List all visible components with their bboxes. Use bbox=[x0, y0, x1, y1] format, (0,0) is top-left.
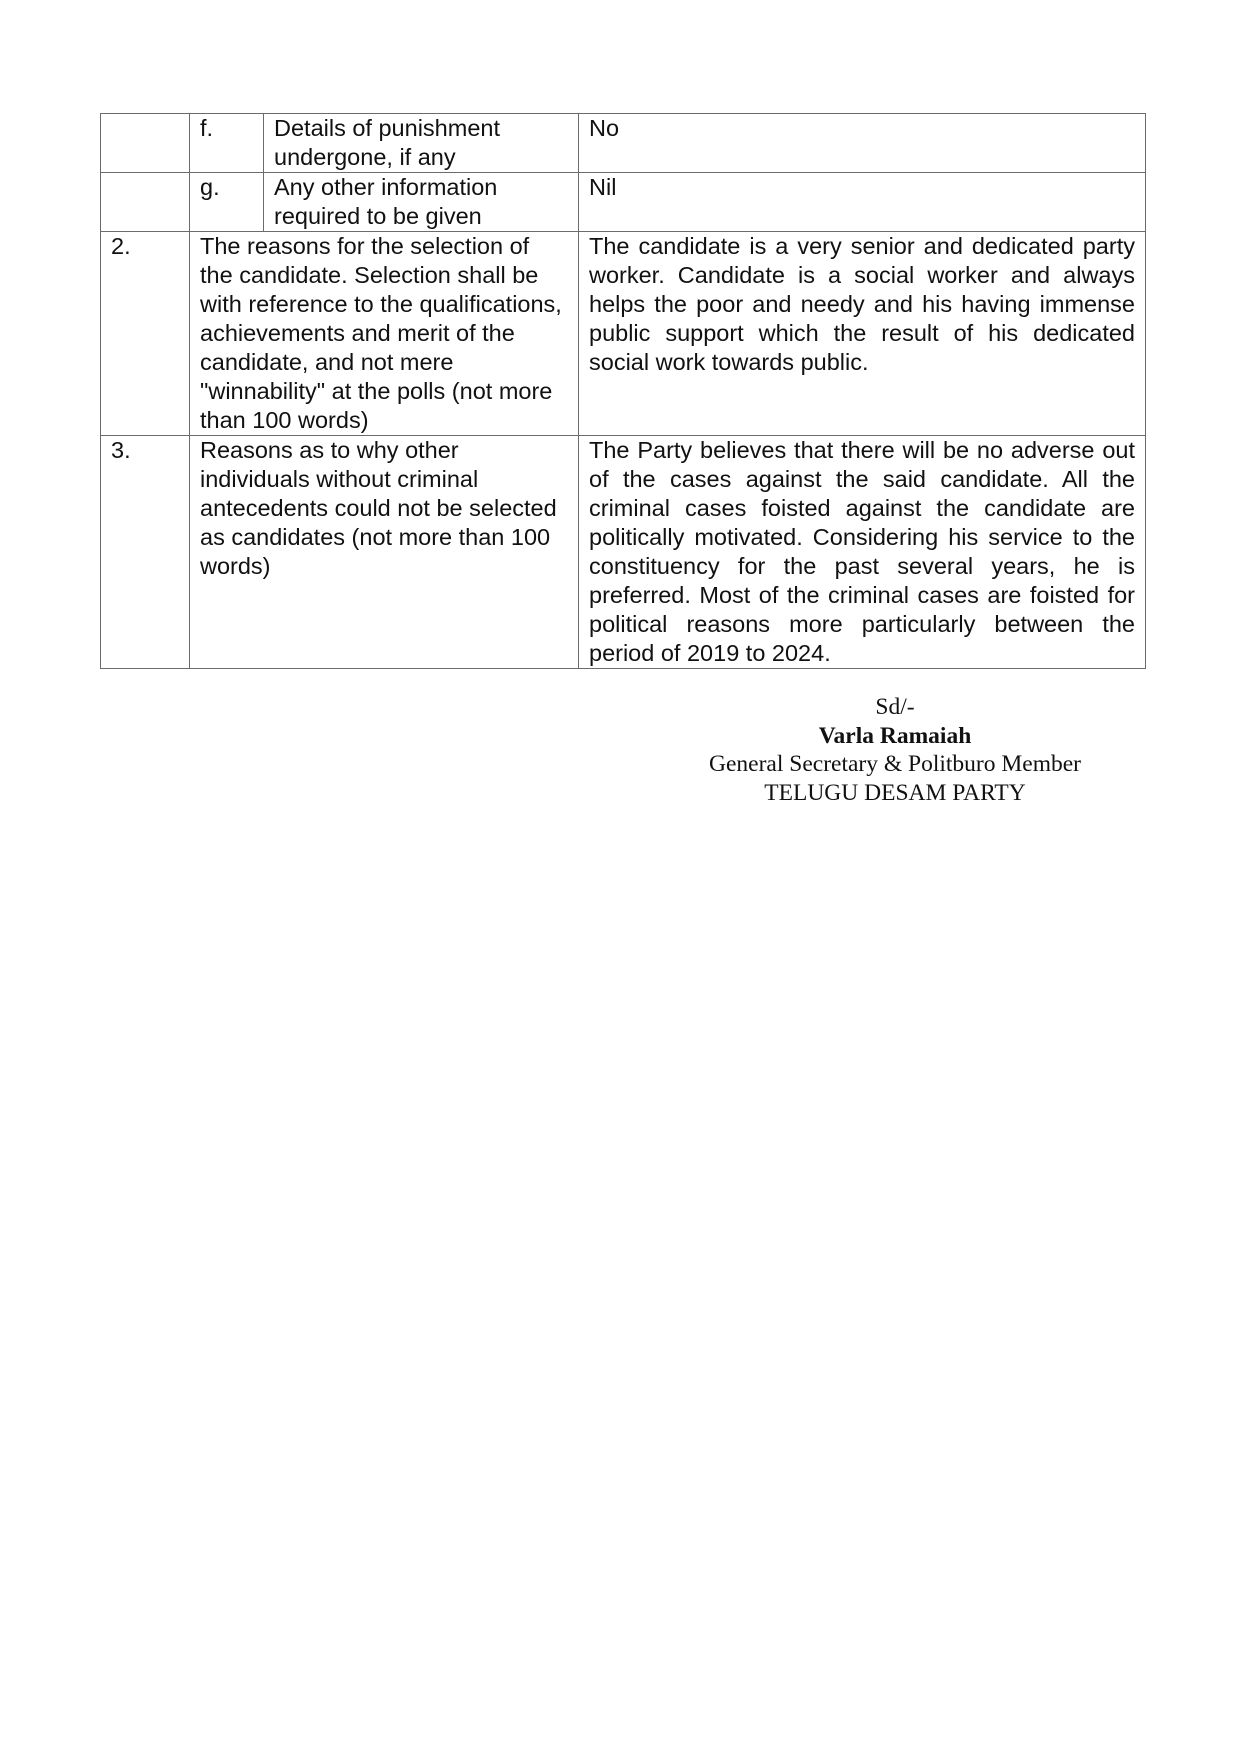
question-cell: Details of punishment undergone, if any bbox=[264, 114, 579, 173]
disclosure-table bbox=[100, 113, 1146, 669]
question-cell: The reasons for the selection of the candidate. Selection shall be with reference to the qualifications, achievements and merit of the candidate, and not mere "winnability" at the polls (not more than 100 words) bbox=[190, 232, 579, 436]
signatory-name: Varla Ramaiah bbox=[818, 722, 972, 749]
signature-block bbox=[640, 693, 1150, 807]
question-cell: Reasons as to why other individuals without criminal antecedents could not be selected as candidates (not more than 100 words) bbox=[190, 436, 579, 669]
row-number: 2. bbox=[101, 232, 190, 436]
row-number: 3. bbox=[101, 436, 190, 669]
table-row-3 bbox=[101, 436, 1146, 669]
table-row-f bbox=[101, 114, 1146, 173]
question-cell: Any other information required to be given bbox=[264, 173, 579, 232]
sub-label: f. bbox=[190, 114, 264, 173]
sub-label: g. bbox=[190, 173, 264, 232]
signatory-designation: General Secretary & Politburo Member bbox=[709, 751, 1081, 777]
answer-cell: Nil bbox=[579, 173, 1146, 232]
row-number bbox=[101, 173, 190, 232]
answer-cell: The candidate is a very senior and dedicated party worker. Candidate is a social worker and always helps the poor and needy and his having immense public support which the result of his dedicated social work towards public. bbox=[579, 232, 1146, 436]
table-row-2 bbox=[101, 232, 1146, 436]
row-number bbox=[101, 114, 190, 173]
answer-cell: The Party believes that there will be no adverse out of the cases against the said candidate. All the criminal cases foisted against the candidate are politically motivated. Considering his service to the constituency for the past several years, he is preferred. Most of the criminal cases are foisted for political reasons more particularly between the period of 2019 to 2024. bbox=[579, 436, 1146, 669]
organization-name: TELUGU DESAM PARTY bbox=[764, 779, 1026, 806]
signed-mark: Sd/- bbox=[875, 694, 915, 720]
table-row-g bbox=[101, 173, 1146, 232]
answer-cell: No bbox=[579, 114, 1146, 173]
